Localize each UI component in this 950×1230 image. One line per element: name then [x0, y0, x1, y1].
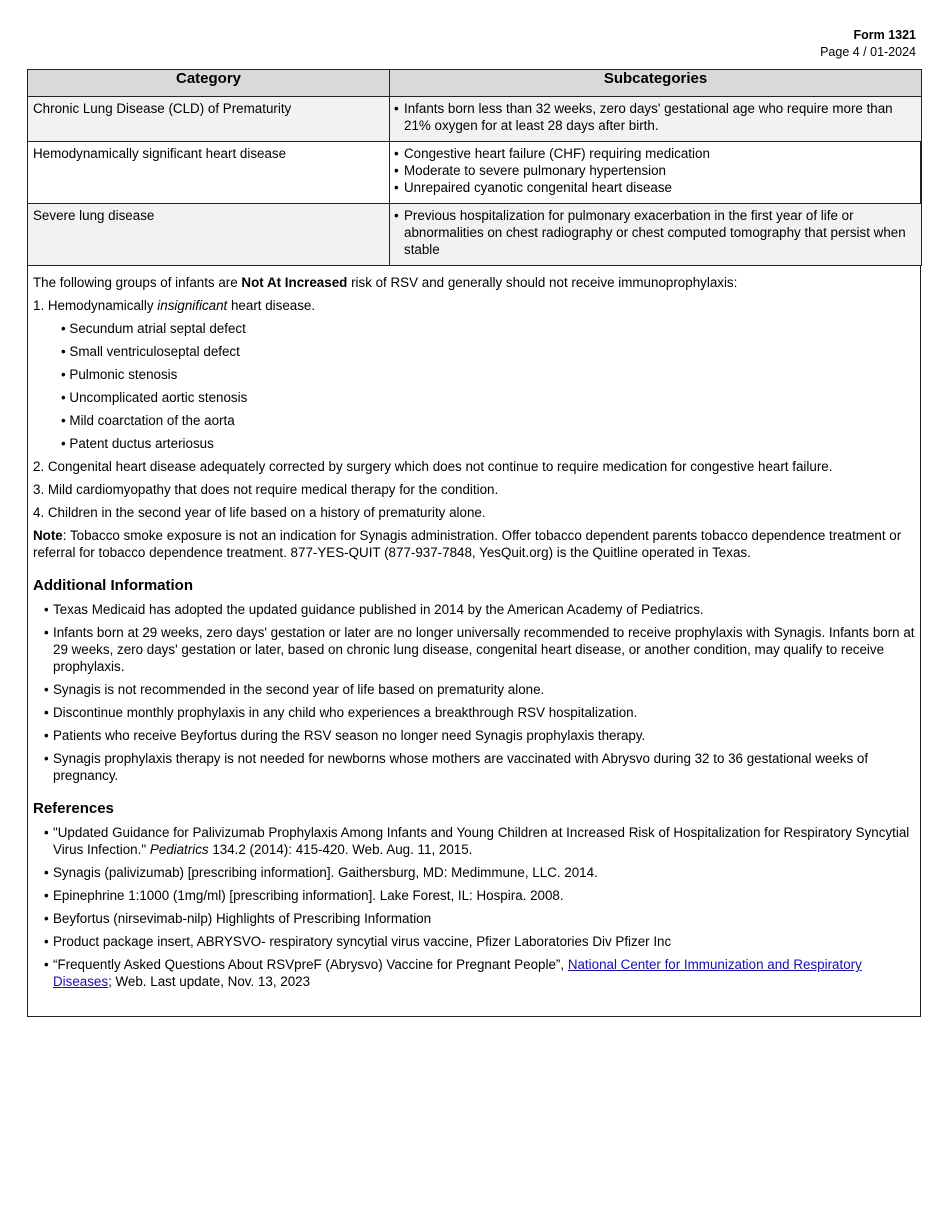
- table-header-row: [28, 70, 922, 97]
- item1-italic: insignificant: [157, 298, 228, 313]
- ref-last-text-end: ; Web. Last update, Nov. 13, 2023: [108, 974, 311, 989]
- reference-item: [44, 824, 915, 858]
- subcategory-item: • Previous hospitalization for pulmonary exacerbation in the first year of life or abnormalities on chest radiography or chest computed tomography that persist when stable: [395, 207, 916, 258]
- ref1-journal: Pediatrics: [149, 842, 209, 857]
- category-cell: Chronic Lung Disease (CLD) of Prematurity: [28, 97, 390, 142]
- note-text: : Tobacco smoke exposure is not an indication for Synagis administration. Offer tobacco dependent parents tobacco dependence treatment or referral for tobacco dependence treatment. 877-YES-QUIT (877-937-7848, YesQuit.org) is the Quitline operated in Texas.: [33, 528, 902, 560]
- ref-last-text: “Frequently Asked Questions About RSVpreF (Abrysvo) Vaccine for Pregnant People”,: [53, 957, 568, 972]
- sublist-item: • Pulmonic stenosis: [61, 367, 178, 382]
- heart-defect-sublist: [33, 320, 915, 452]
- ref1-text: "Updated Guidance for Palivizumab Prophylaxis Among Infants and Young Children at Increased Risk of Hospitalization for Respiratory Syncytial Virus Infection.": [53, 825, 910, 857]
- item1-text: 1. Hemodynamically: [33, 298, 158, 313]
- list-item: • Texas Medicaid has adopted the updated guidance published in 2014 by the American Academy of Pediatrics.: [44, 601, 915, 618]
- form-number: Form 1321: [853, 28, 916, 42]
- additional-info-heading: Additional Information: [33, 577, 193, 594]
- references-list: [33, 824, 915, 990]
- page-info: Page 4 / 01-2024: [820, 45, 916, 59]
- page-header: [820, 27, 916, 61]
- sublist-item: • Mild coarctation of the aorta: [61, 413, 235, 428]
- reference-item: • Synagis (palivizumab) [prescribing information]. Gaithersburg, MD: Medimmune, LLC. 2014.: [44, 864, 915, 881]
- table-row: [28, 142, 922, 204]
- intro-bold: Not At Increased: [241, 275, 348, 290]
- reference-item: • Epinephrine 1:1000 (1mg/ml) [prescribing information]. Lake Forest, IL: Hospira. 2008.: [44, 887, 915, 904]
- category-table: [27, 69, 922, 266]
- sublist-item: • Patent ductus arteriosus: [61, 436, 214, 451]
- content-box: [27, 69, 921, 1017]
- subcategories-header: Subcategories: [390, 70, 922, 97]
- subcategory-item: • Infants born less than 32 weeks, zero days' gestational age who require more than 21% oxygen for at least 28 days after birth.: [395, 100, 916, 134]
- table-row: [28, 204, 922, 266]
- additional-info-list: [33, 601, 915, 784]
- ref1-text-end: 134.2 (2014): 415-420. Web. Aug. 11, 2015.: [208, 842, 473, 857]
- list-item: • Synagis is not recommended in the second year of life based on prematurity alone.: [44, 681, 915, 698]
- sublist-item: • Secundum atrial septal defect: [61, 321, 246, 336]
- table-row: [28, 97, 922, 142]
- sublist-item: • Small ventriculoseptal defect: [61, 344, 240, 359]
- ncird-link[interactable]: National Center for Immunization and Respiratory Diseases: [53, 957, 862, 989]
- reference-item: • Product package insert, ABRYSVO- respiratory syncytial virus vaccine, Pfizer Laboratories Div Pfizer Inc: [44, 933, 915, 950]
- body-content: [28, 266, 920, 990]
- list-item: • Discontinue monthly prophylaxis in any child who experiences a breakthrough RSV hospitalization.: [44, 704, 915, 721]
- list-item-2: 2. Congenital heart disease adequately corrected by surgery which does not continue to require medication for congestive heart failure.: [33, 459, 833, 474]
- list-item-4: 4. Children in the second year of life based on a history of prematurity alone.: [33, 505, 486, 520]
- category-header: Category: [28, 70, 390, 97]
- category-cell: Hemodynamically significant heart disease: [28, 142, 390, 204]
- list-item-1: [33, 297, 915, 314]
- intro-text-end: risk of RSV and generally should not receive immunoprophylaxis:: [347, 275, 738, 290]
- sublist-item: • Uncomplicated aortic stenosis: [61, 390, 248, 405]
- intro-text: The following groups of infants are: [33, 275, 242, 290]
- reference-item: • Beyfortus (nirsevimab-nilp) Highlights of Prescribing Information: [44, 910, 915, 927]
- list-item: • Patients who receive Beyfortus during the RSV season no longer need Synagis prophylaxis therapy.: [44, 727, 915, 744]
- reference-item: [44, 956, 915, 990]
- subcategory-cell: [390, 142, 922, 204]
- note-paragraph: [33, 527, 915, 561]
- note-label: Note: [33, 528, 63, 543]
- subcategory-item: • Congestive heart failure (CHF) requiring medication: [395, 145, 916, 162]
- list-item: • Synagis prophylaxis therapy is not needed for newborns whose mothers are vaccinated with Abrysvo during 32 to 36 gestational weeks of pregnancy.: [44, 750, 915, 784]
- item1-text-end: heart disease.: [227, 298, 316, 313]
- intro-paragraph: [33, 274, 915, 291]
- subcategory-cell: [390, 97, 922, 142]
- subcategory-cell: [390, 204, 922, 266]
- category-cell: Severe lung disease: [28, 204, 390, 266]
- list-item: • Infants born at 29 weeks, zero days' gestation or later are no longer universally recommended to receive prophylaxis with Synagis. Infants born at 29 weeks, zero days' gestation or later, based on chronic lung disease, congenital heart disease, or another condition, may qualify to receive prophylaxis.: [44, 624, 915, 675]
- subcategory-item: • Unrepaired cyanotic congenital heart disease: [395, 179, 916, 196]
- subcategory-item: • Moderate to severe pulmonary hypertension: [395, 162, 916, 179]
- references-heading: References: [33, 800, 114, 817]
- list-item-3: 3. Mild cardiomyopathy that does not require medical therapy for the condition.: [33, 482, 499, 497]
